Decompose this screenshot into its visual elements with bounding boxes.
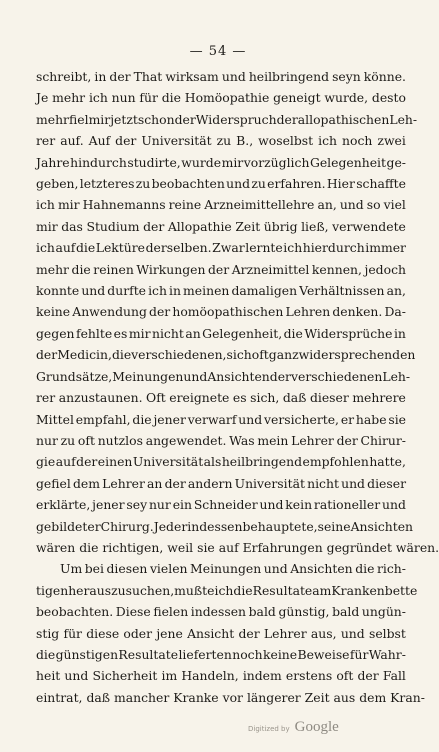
text-line: Jahre hindurch studirte, wurde mir vorzüglich Gelegenheit ge- (36, 154, 406, 170)
text-line: schreibt, in der That wirksam und heilbringend seyn könne. (36, 69, 406, 84)
text-line: stig für diese oder jene Ansicht der Lehrer aus, und selbst (36, 625, 406, 641)
text-line: erklärte, jener sey nur ein Schneider und kein rationeller und (36, 497, 406, 513)
text-line: der Medicin, die verschiedenen, sich oft ganz widersprechenden (36, 347, 416, 363)
text-line: gebildeter Chirurg. Jeder indessen behauptete, seine Ansichten (36, 518, 414, 534)
paragraph (36, 66, 439, 558)
text-line: tigen herauszusuchen, mußte ich die Resultate am Krankenbette (36, 582, 418, 598)
text-line: mehr die reinen Wirkungen der Arzneimittel kennen, jedoch (36, 261, 406, 277)
text-line: eintrat, daß mancher Kranke vor längerer Zeit aus dem Kran- (36, 689, 425, 705)
text-line: geben, letzteres zu beobachten und zu erfahren. Hier schaffte (36, 176, 406, 192)
text-block (36, 66, 439, 708)
text-line: Grundsätze, Meinungen und Ansichten der verschiedenen Leh- (36, 368, 411, 384)
text-line: gefiel dem Lehrer an der andern Universität nicht und dieser (36, 475, 406, 491)
text-line: ich mir Hahnemanns reine Arzneimittellehre an, und so viel (36, 197, 406, 213)
text-line: wären die richtigen, weil sie auf Erfahrungen gegründet wären. (36, 539, 439, 555)
text-line: beobachten. Diese fielen indessen bald günstig, bald ungün- (36, 604, 406, 620)
page-number: — 54 — (189, 44, 247, 59)
text-line: Um bei diesen vielen Meinungen und Ansichten die rich- (60, 561, 406, 577)
text-line: Je mehr ich nun für die Homöopathie geneigt wurde, desto (36, 90, 406, 106)
watermark-prefix: Digitized by (248, 725, 290, 733)
text-line: Mittel empfahl, die jener verwarf und versicherte, er habe sie (36, 411, 406, 427)
text-line: gie auf der einen Universität als heilbringend empfohlen hatte, (36, 454, 406, 470)
digitized-watermark (248, 719, 339, 736)
paragraph (36, 558, 425, 708)
text-line: ich auf die Lektüre derselben. Zwar lernte ich hierdurch immer (36, 240, 406, 256)
text-line: nur zu oft nutzlos angewendet. Was mein Lehrer der Chirur- (36, 432, 406, 448)
text-line: mir das Studium der Allopathie Zeit übrig ließ, verwendete (36, 218, 406, 234)
text-line: konnte und durfte ich in meinen damaligen Verhältnissen an, (36, 283, 406, 299)
google-logo: Google (294, 719, 339, 735)
text-line: rer auf. Auf der Universität zu B., woselbst ich noch zwei (36, 133, 406, 149)
text-line: die günstigen Resultate lieferten noch keine Beweise für Wahr- (36, 646, 406, 662)
text-line: keine Anwendung der homöopathischen Lehren denken. Da- (36, 304, 406, 320)
text-line: rer anzustaunen. Oft ereignete es sich, daß dieser mehrere (36, 390, 406, 406)
text-line: gegen fehlte es mir nicht an Gelegenheit, die Widersprüche in (36, 325, 406, 341)
text-line: heit und Sicherheit im Handeln, indem erstens oft der Fall (36, 668, 406, 684)
text-line: mehr fiel mir jetzt schon der Widerspruch der allopathischen Leh- (36, 111, 418, 127)
